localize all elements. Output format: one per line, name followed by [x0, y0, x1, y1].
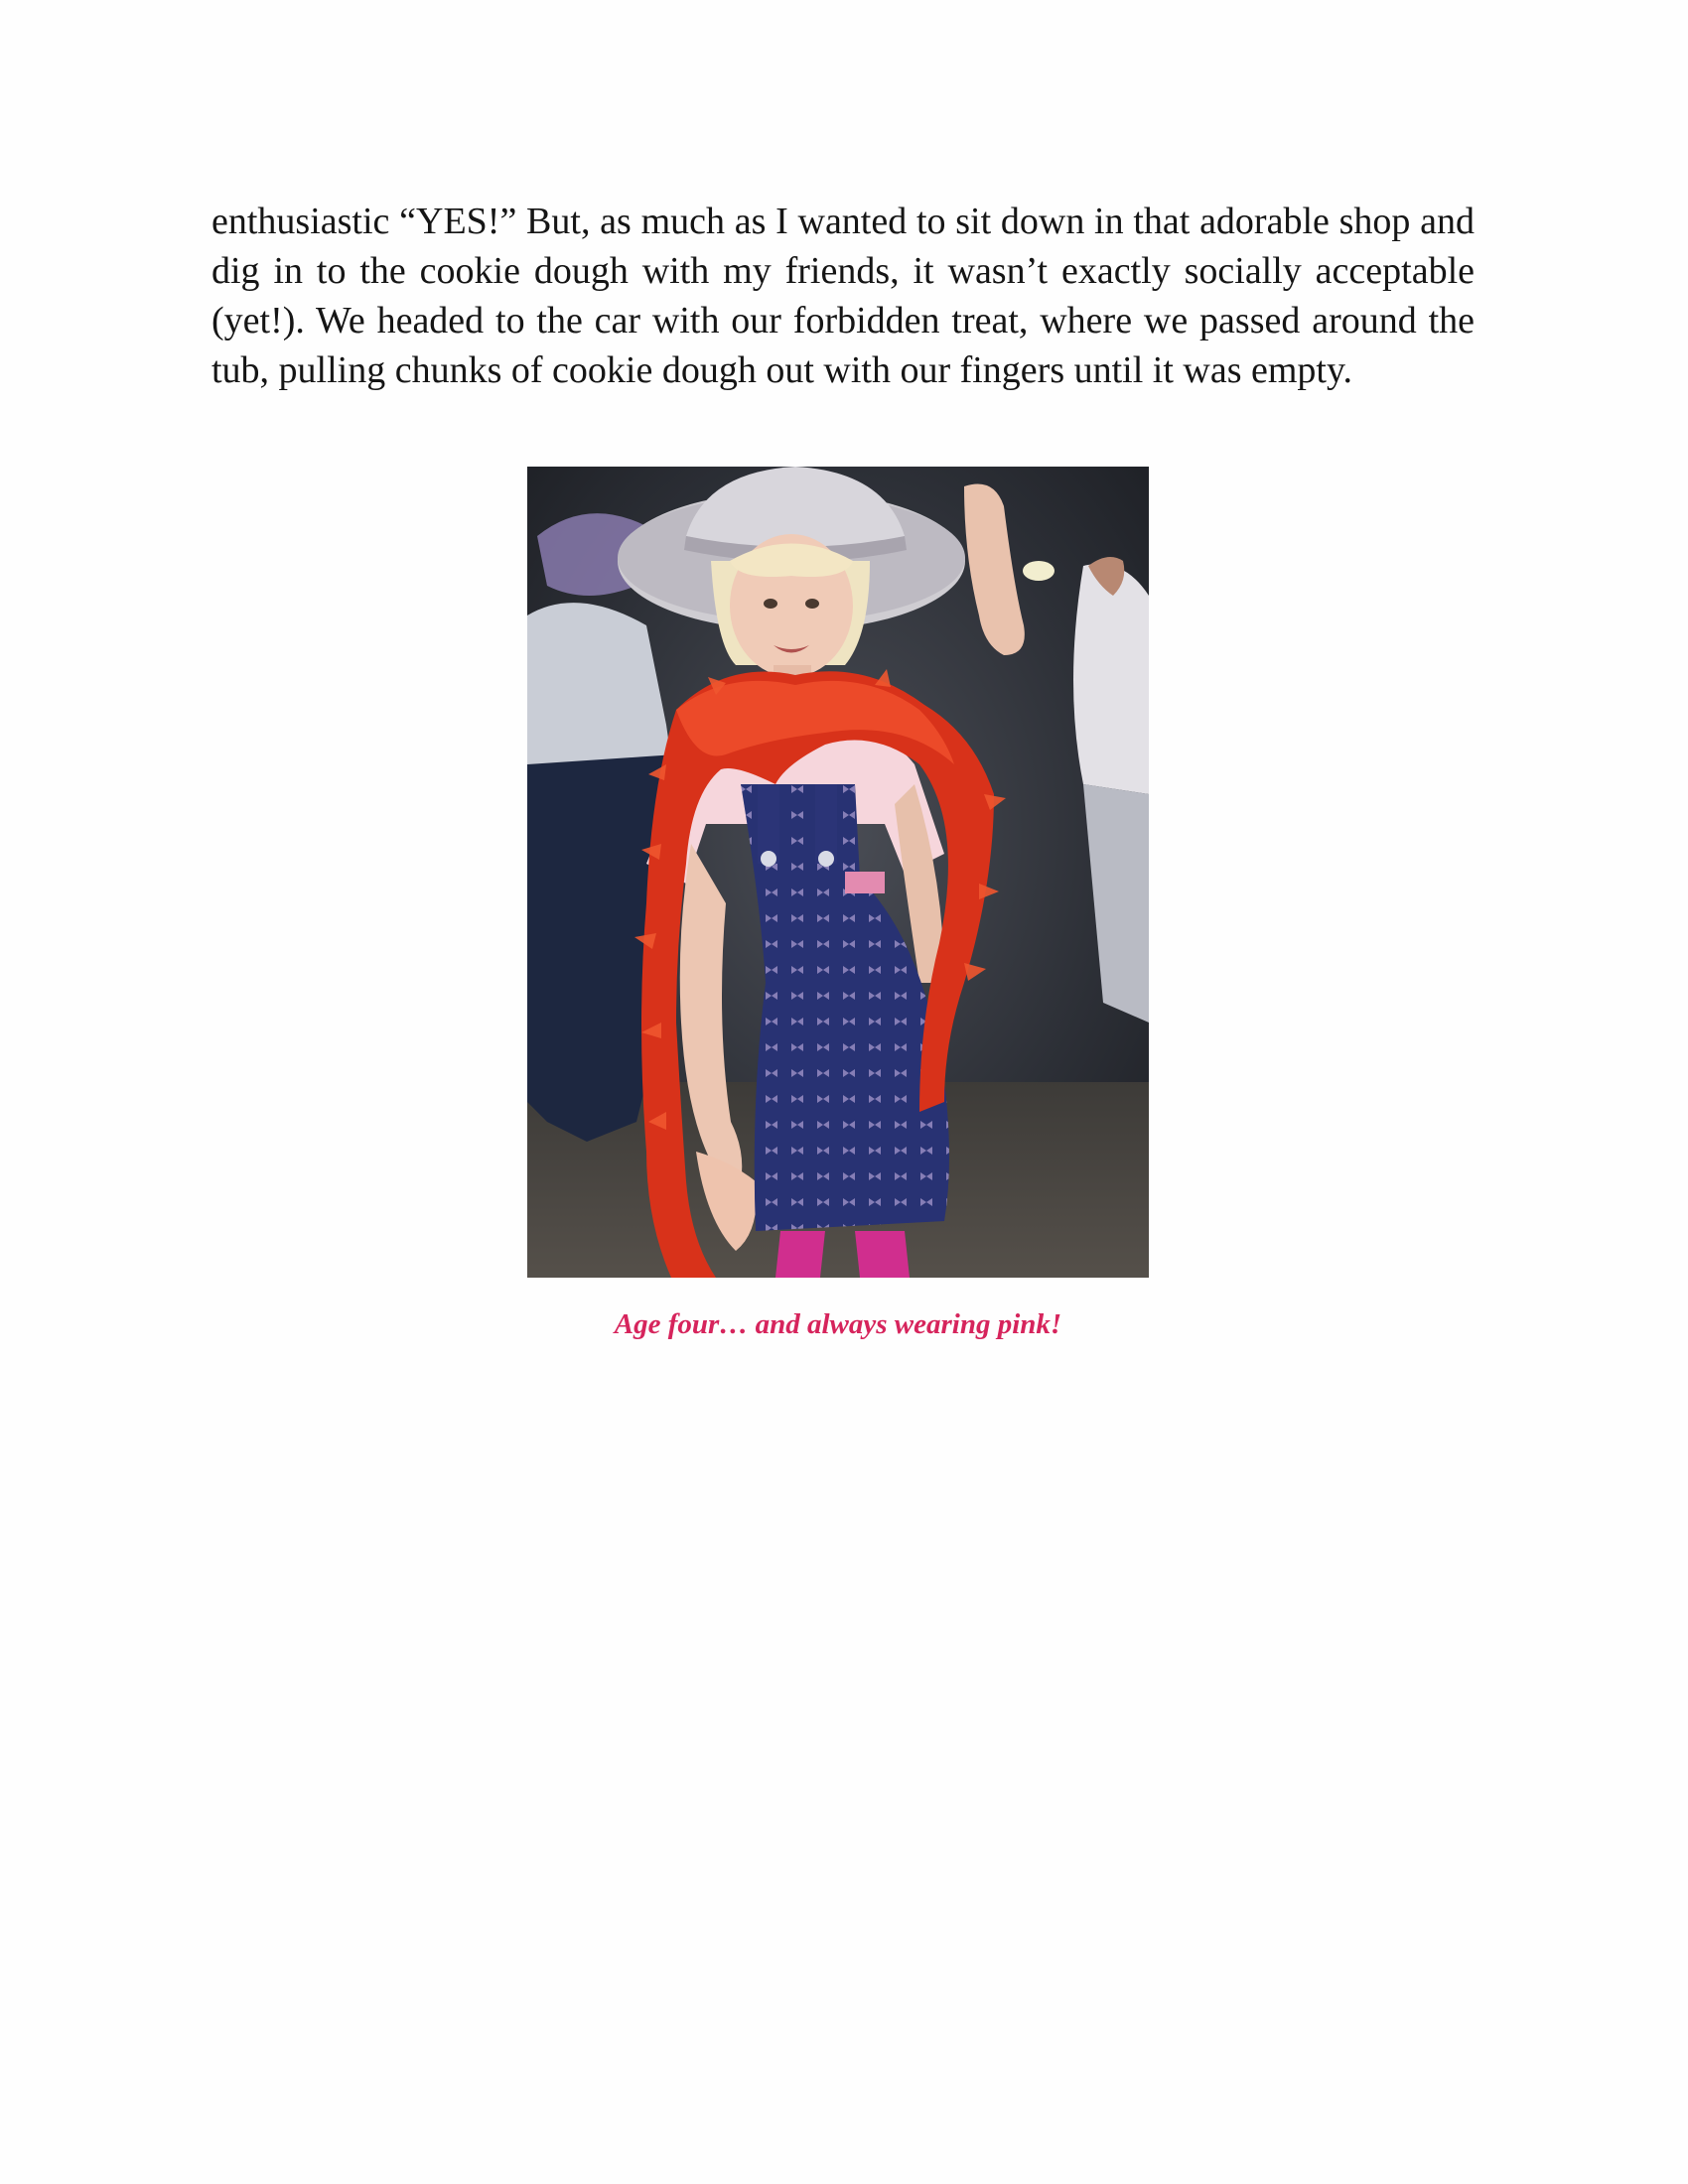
photo-girl-in-pink: [527, 467, 1149, 1278]
body-paragraph: enthusiastic “YES!” But, as much as I wanted to sit down in that adorable shop and dig in to the cookie dough with my friends, it wasn’t exactly socially acceptable (yet!). We headed to the car with our forbidden treat, where we passed around the tub, pulling chunks of cookie dough out with our fingers until it was empty.: [211, 201, 1475, 391]
photo-caption: Age four… and always wearing pink!: [614, 1308, 1062, 1340]
photo-illustration: [527, 467, 1149, 1278]
